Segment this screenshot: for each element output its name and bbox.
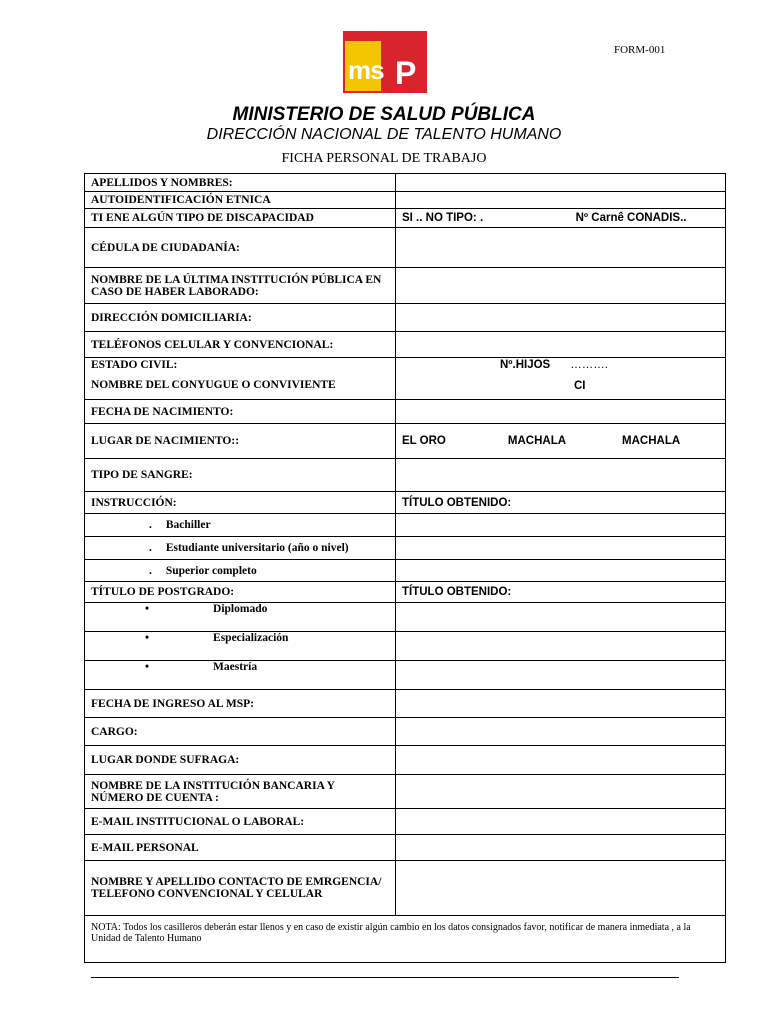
field-emergencia[interactable] [396,861,726,916]
row-especializacion [85,632,726,661]
field-superior[interactable] [396,560,726,582]
row-telefonos [85,332,726,358]
field-email-inst[interactable] [396,809,726,835]
signature-line [91,977,679,978]
row-autoid [85,192,726,209]
field-cedula[interactable] [396,228,726,268]
label-conyugue: NOMBRE DEL CONYUGUE O CONVIVIENTE [91,379,336,391]
label-sangre: TIPO DE SANGRE: [85,459,396,492]
hijos-dots: ………. [570,359,608,371]
row-emergencia [85,861,726,916]
bullet-icon: • [145,632,150,644]
bullet-icon: • [145,603,150,615]
row-ultima-inst [85,268,726,304]
field-especializacion[interactable] [396,632,726,661]
field-cargo[interactable] [396,718,726,746]
field-apellidos[interactable] [396,174,726,192]
row-discapacidad [85,209,726,228]
label-fecha-ingreso: FECHA DE INGRESO AL MSP: [85,690,396,718]
label-discapacidad: TI ENE ALGÚN TIPO DE DISCAPACIDAD [85,209,396,228]
row-maestria [85,661,726,690]
label-postgrado: TÍTULO DE POSTGRADO: [85,582,396,603]
label-bachiller: Bachiller [165,519,211,531]
field-diplomado[interactable] [396,603,726,632]
row-superior: . Superior completo [85,560,726,582]
msp-logo [305,27,460,102]
field-estudiante[interactable] [396,537,726,560]
note-text: NOTA: Todos los casilleros deberán estar llenos y en caso de existir algún cambio en los datos consignados favor, notificar de manera inmediata , a la Unidad de Talento Humano [85,916,726,963]
label-estudiante: Estudiante universitario (año o nivel) [165,542,349,554]
field-sangre[interactable] [396,459,726,492]
field-telefonos[interactable] [396,332,726,358]
row-lugar-nac [85,424,726,459]
field-discapacidad[interactable] [396,209,726,228]
bullet-icon: • [145,661,150,673]
row-postgrado [85,582,726,603]
row-fecha-nac [85,400,726,424]
label-cedula: CÉDULA DE CIUDADANÍA: [85,228,396,268]
label-maestria: Maestría [213,661,258,673]
label-autoid: AUTOIDENTIFICACIÓN ETNICA [85,192,396,209]
field-lugar-nac[interactable] [396,424,726,459]
row-cedula [85,228,726,268]
label-direccion: DIRECCIÓN DOMICILIARIA: [85,304,396,332]
row-estudiante: . Estudiante universitario (año o nivel) [85,537,726,560]
row-cargo [85,718,726,746]
label-ultima-inst: NOMBRE DE LA ÚLTIMA INSTITUCIÓN PÚBLICA EN CASO DE HABER LABORADO: [85,268,396,304]
row-instruccion [85,492,726,514]
row-bachiller: . Bachiller [85,514,726,537]
ministry-title: MINISTERIO DE SALUD PÚBLICA [232,104,536,125]
label-apellidos: APELLIDOS Y NOMBRES: [85,174,396,192]
label-banco: NOMBRE DE LA INSTITUCIÓN BANCARIA Y NÚMERO DE CUENTA : [85,775,396,809]
logo-text-ms: ms [348,55,384,85]
row-sangre [85,459,726,492]
row-direccion [85,304,726,332]
department-subtitle: DIRECCIÓN NACIONAL DE TALENTO HUMANO [206,126,562,143]
form-title: FICHA PERSONAL DE TRABAJO [281,151,487,166]
carne-conadis: Nº Carnê CONADIS.. [575,212,687,224]
label-telefonos: TELÉFONOS CELULAR Y CONVENCIONAL: [85,332,396,358]
lugar-canton: MACHALA [507,435,567,447]
field-estado-civil[interactable] [396,358,726,400]
personal-data-form [84,173,726,963]
label-email-inst: E-MAIL INSTITUCIONAL O LABORAL: [85,809,396,835]
label-diplomado: Diplomado [213,603,268,615]
field-direccion[interactable] [396,304,726,332]
label-superior: Superior completo [165,564,257,577]
hijos-label: Nº.HIJOS [500,359,551,371]
label-especializacion: Especialización [213,632,289,644]
field-fecha-ingreso[interactable] [396,690,726,718]
ci-label: CI [574,380,586,392]
field-ultima-inst[interactable] [396,268,726,304]
label-lugar-nac: LUGAR DE NACIMIENTO:: [85,424,396,459]
field-sufraga[interactable] [396,746,726,775]
logo-text-p: P [395,55,417,91]
lugar-provincia: EL ORO [402,435,446,447]
label-titulo-obtenido: TÍTULO OBTENIDO: [396,492,726,514]
form-code: FORM-001 [614,44,666,56]
lugar-ciudad: MACHALA [622,435,681,447]
label-estado-civil: ESTADO CIVIL: [91,359,178,371]
label-cargo: CARGO: [85,718,396,746]
row-nota [85,916,726,963]
row-email-pers [85,835,726,861]
row-banco [85,775,726,809]
row-apellidos [85,174,726,192]
label-instruccion: INSTRUCCIÓN: [85,492,396,514]
label-email-pers: E-MAIL PERSONAL [85,835,396,861]
row-sufraga [85,746,726,775]
label-emergencia: NOMBRE Y APELLIDO CONTACTO DE EMRGENCIA/ TELEFONO CONVENCIONAL Y CELULAR [85,861,396,916]
row-estado-civil [85,358,726,400]
row-fecha-ingreso [85,690,726,718]
field-autoid[interactable] [396,192,726,209]
field-bachiller[interactable] [396,514,726,537]
disc-value: SI .. NO TIPO: . [402,212,484,224]
label-fecha-nac: FECHA DE NACIMIENTO: [85,400,396,424]
field-banco[interactable] [396,775,726,809]
field-email-pers[interactable] [396,835,726,861]
label-titulo-obtenido-2: TÍTULO OBTENIDO: [396,582,726,603]
field-fecha-nac[interactable] [396,400,726,424]
row-email-inst [85,809,726,835]
label-sufraga: LUGAR DONDE SUFRAGA: [85,746,396,775]
row-diplomado [85,603,726,632]
field-maestria[interactable] [396,661,726,690]
